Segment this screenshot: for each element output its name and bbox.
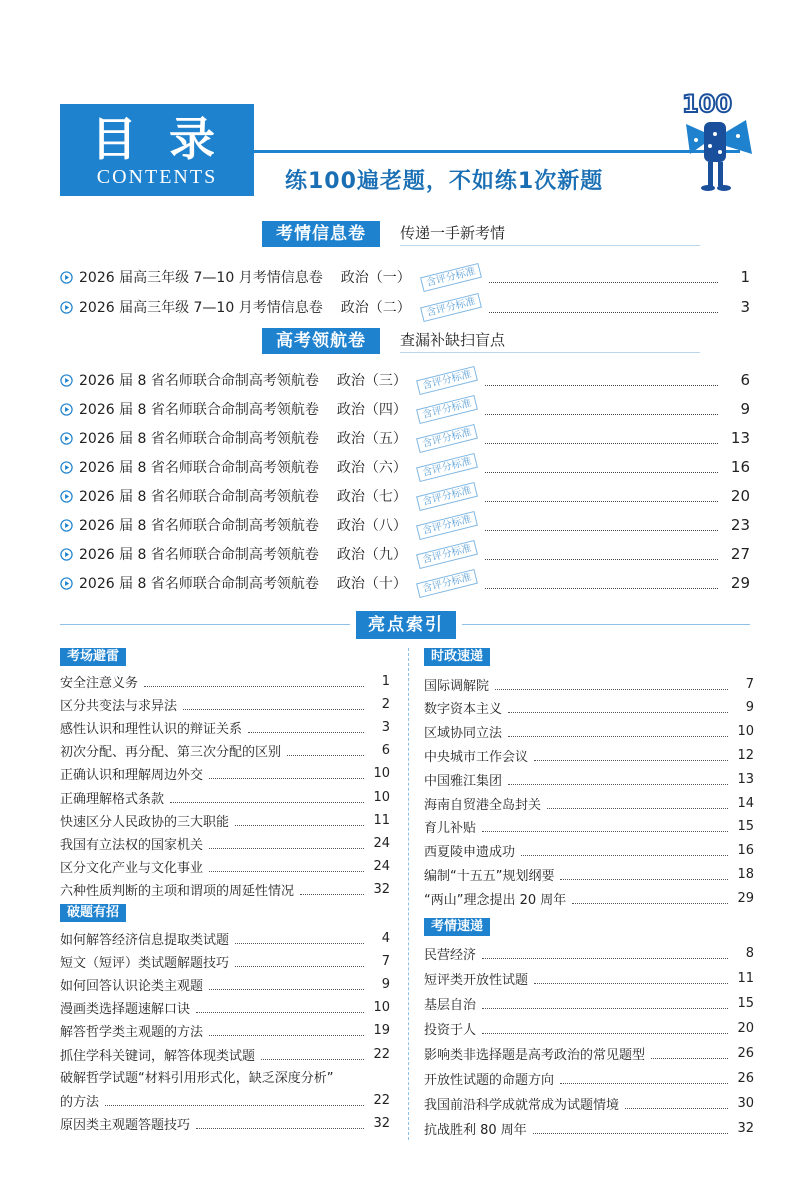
index-category-label: 时政速递: [424, 648, 490, 666]
index-item: [424, 841, 754, 861]
dot-leader: [248, 722, 364, 733]
play-bullet-icon: [60, 548, 73, 561]
index-item-page: 26: [737, 1045, 754, 1061]
index-item: [60, 998, 390, 1018]
index-item: [60, 1090, 390, 1110]
dot-leader: [209, 979, 364, 990]
dot-leader: [508, 726, 728, 737]
index-item: [424, 745, 754, 765]
index-item: [424, 864, 754, 884]
toc-entry-page: 20: [730, 487, 750, 505]
play-bullet-icon: [60, 271, 73, 284]
section-linghang-tab: 高考领航卷: [262, 328, 380, 354]
index-item-page: 18: [737, 866, 754, 882]
index-item-text: 我国有立法权的国家机关: [60, 837, 204, 853]
toc-entry-subject: 政治（一）: [340, 270, 411, 286]
dot-leader: [235, 956, 364, 967]
toc-entry-page: 29: [730, 574, 750, 592]
index-rule-left: [60, 624, 350, 625]
index-item-page: 22: [373, 1046, 390, 1062]
dot-leader: [485, 490, 718, 502]
index-item-page: 1: [381, 673, 390, 689]
dot-leader: [495, 679, 728, 690]
section-kaoqing-desc: 传递一手新考情: [400, 222, 700, 246]
index-item-page: 10: [373, 789, 390, 805]
index-item: [60, 1114, 390, 1134]
dot-leader: [287, 745, 364, 756]
index-item-text: 抓住学科关键词，解答体现类试题: [60, 1048, 256, 1064]
index-item: [60, 671, 390, 691]
index-item-page: 24: [373, 859, 390, 875]
toc-entry-subject: 政治（三）: [336, 373, 407, 389]
index-item-text: 原因类主观题答题技巧: [60, 1118, 191, 1134]
toc-entry-subject: 政治（八）: [336, 518, 407, 534]
dot-leader: [485, 548, 718, 560]
dot-leader: [534, 750, 728, 761]
index-item-page: 3: [381, 719, 390, 735]
dot-leader: [183, 699, 364, 710]
index-item-page: 22: [373, 1092, 390, 1108]
index-item-text: 我国前沿科学成就常成为试题情境: [424, 1097, 620, 1113]
index-item-text: “两山”理念提出 20 周年: [424, 892, 567, 908]
mascot-illustration: [672, 84, 762, 196]
index-item-page: 7: [745, 676, 754, 692]
contents-title-en: CONTENTS: [96, 166, 218, 188]
toc-entry-title: 2026 届 8 省名师联合命制高考领航卷: [79, 431, 319, 447]
index-item-text: 区分文化产业与文化事业: [60, 861, 204, 877]
index-item-page: 9: [381, 976, 390, 992]
index-item-text: 如何解答经济信息提取类试题: [60, 932, 230, 948]
index-item: [424, 674, 754, 694]
play-bullet-icon: [60, 490, 73, 503]
index-item: [60, 928, 390, 948]
index-item-text: 短文（短评）类试题解题技巧: [60, 955, 230, 971]
header-rule: [254, 150, 740, 153]
index-item-page: 32: [737, 1120, 754, 1136]
dot-leader: [508, 774, 728, 785]
dot-leader: [508, 702, 728, 713]
index-item-page: 15: [737, 995, 754, 1011]
index-item-page: 10: [737, 724, 754, 740]
scoring-standard-stamp: 含评分标准: [416, 568, 478, 597]
index-item: [424, 993, 754, 1013]
toc-entry-title: 2026 届 8 省名师联合命制高考领航卷: [79, 576, 319, 592]
scoring-standard-stamp: 含评分标准: [416, 365, 478, 394]
dot-leader: [170, 792, 364, 803]
toc-entry-page: 6: [740, 371, 750, 389]
index-category-label: 考场避雷: [60, 648, 126, 666]
index-item-text: 短评类开放性试题: [424, 972, 529, 988]
dot-leader: [547, 798, 728, 809]
dot-leader: [560, 1073, 728, 1084]
scoring-standard-stamp: 含评分标准: [416, 539, 478, 568]
index-item-text: 中国雅江集团: [424, 773, 503, 789]
index-item-text: 投资于人: [424, 1022, 477, 1038]
index-item: [424, 769, 754, 789]
index-item: [424, 698, 754, 718]
index-item: [60, 810, 390, 830]
toc-entry-title: 2026 届 8 省名师联合命制高考领航卷: [79, 460, 319, 476]
dot-leader: [196, 1002, 364, 1013]
index-item-text: 安全注意义务: [60, 675, 139, 691]
index-item-page: 14: [737, 795, 754, 811]
dot-leader: [485, 432, 718, 444]
dot-leader: [300, 884, 364, 895]
index-item-text: 正确认识和理解周边外交: [60, 768, 204, 784]
index-item-text: 快速区分人民政协的三大职能: [60, 814, 230, 830]
index-item-page: 11: [737, 970, 754, 986]
index-item-page: 4: [381, 930, 390, 946]
dot-leader: [261, 1049, 364, 1060]
section-kaoqing-tab: 考情信息卷: [262, 221, 380, 247]
index-item: [60, 787, 390, 807]
index-item-text: 海南自贸港全岛封关: [424, 797, 542, 813]
toc-entry-subject: 政治（二）: [340, 300, 411, 316]
index-item: [60, 880, 390, 900]
toc-entry-title: 2026 届 8 省名师联合命制高考领航卷: [79, 547, 319, 563]
dot-leader: [485, 519, 718, 531]
dot-leader: [144, 676, 364, 687]
toc-entry-page: 1: [740, 268, 750, 286]
index-item-text: 如何回答认识论类主观题: [60, 978, 204, 994]
index-item-page: 10: [373, 1000, 390, 1016]
toc-entry-subject: 政治（九）: [336, 547, 407, 563]
index-item-text: 开放性试题的命题方向: [424, 1072, 555, 1088]
index-item-text: 漫画类选择题速解口诀: [60, 1002, 191, 1018]
index-item-page: 30: [737, 1095, 754, 1111]
toc-entry: [60, 266, 750, 288]
index-item-page: 32: [373, 882, 390, 898]
index-item-text: 区分共变法与求异法: [60, 698, 178, 714]
index-item-page: 19: [373, 1023, 390, 1039]
dot-leader: [489, 271, 718, 283]
index-item-text: 影响类非选择题是高考政治的常见题型: [424, 1047, 646, 1063]
index-item-text: 的方法: [60, 1094, 100, 1110]
toc-entry-page: 27: [730, 545, 750, 563]
toc-entry-title: 2026 届 8 省名师联合命制高考领航卷: [79, 518, 319, 534]
index-item-text: 国际调解院: [424, 678, 490, 694]
index-item-text: 西夏陵申遗成功: [424, 845, 516, 861]
contents-title-zh: 目 录: [90, 112, 223, 166]
index-item-text: 中央城市工作会议: [424, 749, 529, 765]
contents-header: [60, 104, 254, 196]
dot-leader: [572, 893, 728, 904]
section-linghang-desc: 查漏补缺扫盲点: [400, 329, 700, 353]
dot-leader: [196, 1118, 364, 1129]
index-item-page: 15: [737, 819, 754, 835]
toc-entry-subject: 政治（四）: [336, 402, 407, 418]
dot-leader: [625, 1098, 728, 1109]
dot-leader: [521, 845, 728, 856]
dot-leader: [485, 461, 718, 473]
index-item-page: 24: [373, 835, 390, 851]
dot-leader: [482, 1023, 728, 1034]
toc-entry: [60, 398, 750, 420]
toc-entry-subject: 政治（七）: [336, 489, 407, 505]
scoring-standard-stamp: 含评分标准: [416, 510, 478, 539]
section-linghang: [262, 326, 700, 356]
dot-leader: [534, 973, 728, 984]
dot-leader: [482, 821, 728, 832]
index-item-page: 11: [373, 812, 390, 828]
dot-leader: [209, 861, 364, 872]
scoring-standard-stamp: 含评分标准: [416, 423, 478, 452]
index-item: [60, 717, 390, 737]
index-item-text: 正确理解格式条款: [60, 791, 165, 807]
toc-entry: [60, 427, 750, 449]
play-bullet-icon: [60, 461, 73, 474]
toc-entry: [60, 296, 750, 318]
dot-leader: [482, 948, 728, 959]
section-kaoqing: [262, 219, 700, 249]
dot-leader: [489, 301, 718, 313]
index-item-page: 20: [737, 1020, 754, 1036]
index-item-text: 数字资本主义: [424, 702, 503, 718]
index-item-page: 8: [745, 945, 754, 961]
dot-leader: [560, 869, 728, 880]
index-item-text: 解答哲学类主观题的方法: [60, 1025, 204, 1041]
play-bullet-icon: [60, 577, 73, 590]
index-item: [60, 1044, 390, 1064]
toc-entry-page: 16: [730, 458, 750, 476]
dot-leader: [105, 1095, 364, 1106]
index-item-page: 16: [737, 843, 754, 859]
index-item-page: 6: [381, 743, 390, 759]
index-item-page: 13: [737, 771, 754, 787]
toc-entry-title: 2026 届高三年级 7—10 月考情信息卷: [79, 270, 323, 286]
dot-leader: [235, 933, 364, 944]
toc-entry-page: 3: [740, 298, 750, 316]
dot-leader: [533, 1123, 728, 1134]
index-item-text: 编制“十五五”规划纲要: [424, 868, 555, 884]
play-bullet-icon: [60, 519, 73, 532]
index-item: [60, 857, 390, 877]
index-item: [424, 1093, 754, 1113]
index-item-text: 区域协同立法: [424, 726, 503, 742]
index-item: [424, 968, 754, 988]
dot-leader: [651, 1048, 728, 1059]
index-item-text: 抗战胜利 80 周年: [424, 1122, 527, 1138]
play-bullet-icon: [60, 374, 73, 387]
toc-entry: [60, 369, 750, 391]
index-item: [424, 722, 754, 742]
toc-entry-subject: 政治（五）: [336, 431, 407, 447]
index-item-text: 感性认识和理性认识的辩证关系: [60, 721, 243, 737]
index-item-text: 初次分配、再分配、第三次分配的区别: [60, 745, 282, 761]
index-item: [424, 793, 754, 813]
index-item: [424, 817, 754, 837]
index-item-page: 26: [737, 1070, 754, 1086]
mascot-100-label: 100: [682, 90, 733, 118]
toc-entry: [60, 543, 750, 565]
index-item-page: 7: [381, 953, 390, 969]
dot-leader: [485, 403, 718, 415]
dot-leader: [209, 768, 364, 779]
column-divider: [408, 648, 409, 1140]
index-item: [424, 1068, 754, 1088]
scoring-standard-stamp: 含评分标准: [416, 394, 478, 423]
index-category-label: 考情速递: [424, 918, 490, 936]
toc-entry-title: 2026 届 8 省名师联合命制高考领航卷: [79, 489, 319, 505]
index-item: 破解哲学试题“材料引用形式化，缺乏深度分析”: [60, 1071, 334, 1087]
toc-entry-page: 23: [730, 516, 750, 534]
index-item-page: 12: [737, 747, 754, 763]
index-item-text: 育儿补贴: [424, 821, 477, 837]
toc-entry-title: 2026 届 8 省名师联合命制高考领航卷: [79, 402, 319, 418]
index-item-text: 基层自治: [424, 997, 477, 1013]
index-item-page: 2: [381, 696, 390, 712]
toc-entry: [60, 572, 750, 594]
dot-leader: [485, 374, 718, 386]
toc-entry-subject: 政治（六）: [336, 460, 407, 476]
play-bullet-icon: [60, 403, 73, 416]
dot-leader: [235, 815, 364, 826]
index-item: [424, 1043, 754, 1063]
slogan: 练100遍老题，不如练1次新题: [285, 169, 604, 194]
scoring-standard-stamp: 含评分标准: [416, 481, 478, 510]
index-title: 亮点索引: [356, 611, 456, 639]
index-item-page: 32: [373, 1116, 390, 1132]
index-item-text: 民营经济: [424, 947, 477, 963]
index-item: [424, 943, 754, 963]
toc-entry-page: 13: [730, 429, 750, 447]
index-item: [424, 1118, 754, 1138]
scoring-standard-stamp: 含评分标准: [420, 292, 482, 321]
index-item-page: 29: [737, 890, 754, 906]
toc-entry: [60, 456, 750, 478]
index-item-page: 10: [373, 766, 390, 782]
toc-entry-page: 9: [740, 400, 750, 418]
index-item: [424, 888, 754, 908]
index-item-text: 六种性质判断的主项和谓项的周延性情况: [60, 884, 295, 900]
dot-leader: [485, 577, 718, 589]
index-item: [60, 694, 390, 714]
index-item: [60, 974, 390, 994]
dot-leader: [482, 998, 728, 1009]
scoring-standard-stamp: 含评分标准: [420, 262, 482, 291]
index-item: [60, 764, 390, 784]
index-item: [60, 833, 390, 853]
scoring-standard-stamp: 含评分标准: [416, 452, 478, 481]
toc-entry-subject: 政治（十）: [336, 576, 407, 592]
index-rule-right: [462, 624, 750, 625]
index-item-page: 9: [745, 700, 754, 716]
index-item: [60, 951, 390, 971]
index-item: [60, 1021, 390, 1041]
toc-entry: [60, 514, 750, 536]
play-bullet-icon: [60, 301, 73, 314]
toc-entry: [60, 485, 750, 507]
dot-leader: [209, 838, 364, 849]
toc-entry-title: 2026 届 8 省名师联合命制高考领航卷: [79, 373, 319, 389]
index-item: [60, 741, 390, 761]
index-category-label: 破题有招: [60, 904, 126, 922]
play-bullet-icon: [60, 432, 73, 445]
dot-leader: [209, 1025, 364, 1036]
index-item: [424, 1018, 754, 1038]
toc-entry-title: 2026 届高三年级 7—10 月考情信息卷: [79, 300, 323, 316]
